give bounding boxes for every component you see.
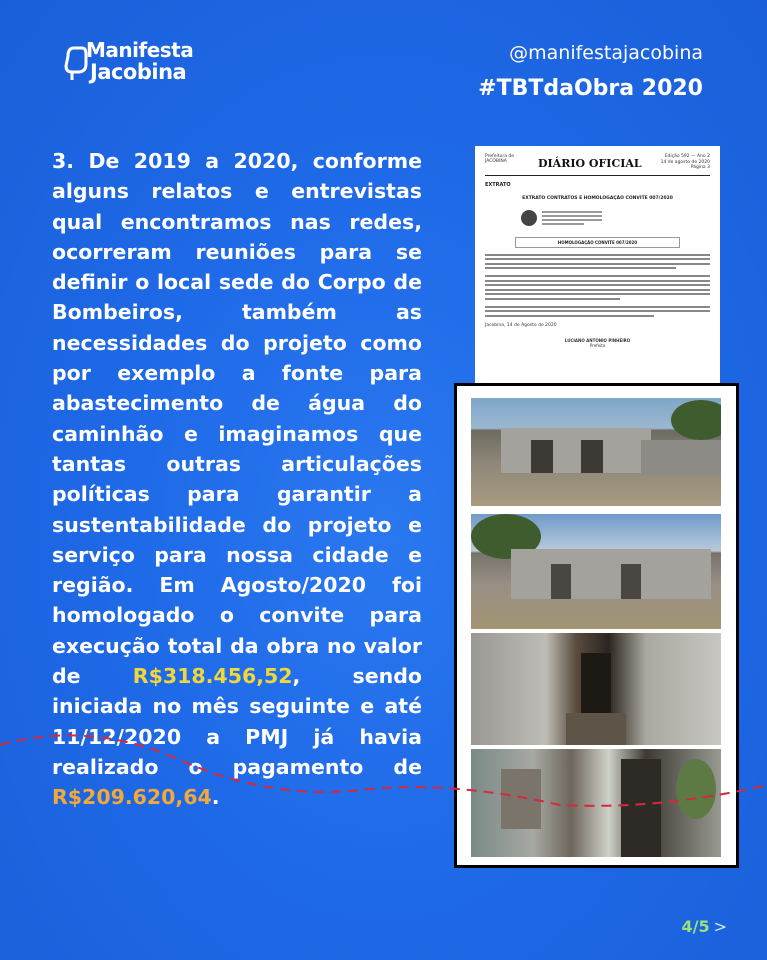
instagram-handle: @manifestajacobina: [509, 42, 703, 64]
amount-paid: R$209.620,64: [52, 785, 212, 810]
document-signer-role: Prefeito: [589, 342, 606, 348]
construction-photo-4: [471, 749, 721, 857]
document-edition: Edição 592 — Ano 2: [664, 154, 710, 159]
logo-text-jacobina: Jacobina: [90, 60, 187, 84]
body-text-part2: , sendo iniciada no mês seguinte e até 11/12/2020 a PMJ já havia realizado o pagamento de: [52, 664, 422, 779]
document-homologation-box: HOMOLOGAÇÃO CONVITE 007/2020: [515, 237, 680, 248]
body-text-end: .: [211, 785, 220, 810]
body-text-part1: 3. De 2019 a 2020, conforme alguns relatos e entrevistas qual encontramos nas redes, ocorreram reuniões para se definir o local sede do Corpo de Bombeiros, também as necessidades do projeto como por exemplo a fonte para abastecimento de água do caminhão e imaginamos que tantas outras articulações políticas para garantir a sustentabilidade do projeto e serviço para nossa cidade e região. Em Agosto/2020 foi homologado o convite para execução total da obra no valor de: [52, 149, 422, 689]
document-edition-info: [661, 154, 710, 171]
construction-photo-3: [471, 633, 721, 745]
document-section: EXTRATO: [485, 181, 511, 188]
construction-photos-frame: [454, 383, 739, 868]
brand-logo: [62, 38, 202, 88]
document-signer: LUCIANO ANTONIO PINHEIRO: [564, 337, 631, 343]
logo-text-manifesta: Manifesta: [86, 38, 194, 62]
seal-icon: [521, 210, 537, 226]
construction-photo-1: [471, 398, 721, 506]
document-seal-text: [542, 209, 602, 227]
document-header: [485, 154, 710, 176]
diario-oficial-document: [475, 146, 720, 384]
document-seal-block: [521, 209, 710, 227]
hashtag: #TBTdaObra 2020: [478, 76, 703, 101]
document-heading: EXTRATO CONTRATOS E HOMOLOGAÇÃO CONVITE 007/2020: [522, 195, 673, 201]
document-date: 14 de agosto de 2020: [660, 159, 710, 165]
document-signature: [485, 338, 710, 348]
body-paragraph: [52, 146, 422, 813]
document-prefeitura: Prefeitura de JACOBINA: [485, 154, 515, 164]
document-title: DIÁRIO OFICIAL: [537, 157, 642, 170]
document-page: Página 3: [690, 165, 710, 170]
document-body-lines: [485, 254, 710, 317]
document-footer-date: Jacobina, 14 de Agosto de 2020: [485, 322, 557, 328]
next-arrow-icon[interactable]: >: [713, 917, 727, 936]
pagination-indicator: [681, 917, 727, 936]
construction-photo-2: [471, 514, 721, 629]
amount-contract: R$318.456,52: [132, 664, 293, 689]
page-number: 4/5: [681, 917, 710, 936]
